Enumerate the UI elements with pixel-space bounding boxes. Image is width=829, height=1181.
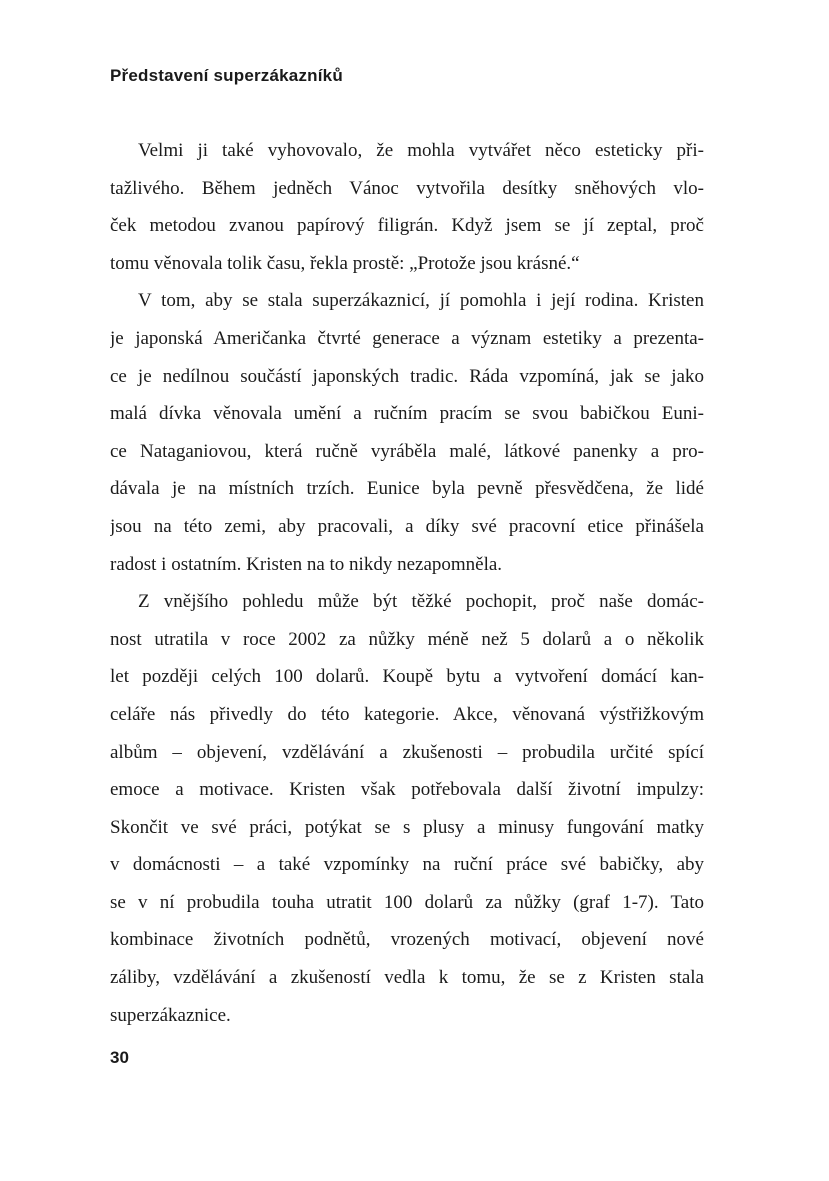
text-line: superzákaznice. bbox=[110, 1004, 231, 1026]
text-line: ce Nataganiovou, která ručně vyráběla malé, látkové panenky a pro- bbox=[110, 440, 704, 462]
paragraph bbox=[110, 132, 704, 282]
text-line: malá dívka věnovala umění a ručním pracím se svou babičkou Euni- bbox=[110, 403, 704, 425]
text-line: ček metodou zvanou papírový filigrán. Když jsem se jí zeptal, proč bbox=[110, 215, 704, 237]
text-line: je japonská Američanka čtvrté generace a význam estetiky a prezenta- bbox=[110, 327, 704, 349]
text-line: Skončit ve své práci, potýkat se s plusy a minusy fungování matky bbox=[110, 816, 704, 838]
text-line: kombinace životních podnětů, vrozených motivací, objevení nové bbox=[110, 929, 704, 951]
running-header: Představení superzákazníků bbox=[110, 66, 343, 85]
paragraph bbox=[110, 282, 704, 583]
text-line: Velmi ji také vyhovovalo, že mohla vytvářet něco esteticky při- bbox=[138, 140, 704, 161]
text-line: se v ní probudila touha utratit 100 dolarů za nůžky (graf 1-7). Tato bbox=[110, 891, 704, 913]
text-line: radost i ostatním. Kristen na to nikdy nezapomněla. bbox=[110, 553, 503, 575]
text-line: emoce a motivace. Kristen však potřebovala další životní impulzy: bbox=[110, 779, 704, 801]
text-line: v domácnosti – a také vzpomínky na ruční práce své babičky, aby bbox=[110, 854, 704, 876]
text-line: nost utratila v roce 2002 za nůžky méně než 5 dolarů a o několik bbox=[110, 628, 704, 650]
text-line: záliby, vzdělávání a zkušeností vedla k tomu, že se z Kristen stala bbox=[110, 967, 704, 989]
text-line: dávala je na místních trzích. Eunice byla pevně přesvědčena, že lidé bbox=[110, 478, 704, 500]
body-text bbox=[110, 132, 704, 1034]
text-line: Z vnějšího pohledu může být těžké pochopit, proč naše domác- bbox=[138, 591, 704, 613]
text-line: let později celých 100 dolarů. Koupě bytu a vytvoření domácí kan- bbox=[110, 666, 704, 688]
text-line: albům – objevení, vzdělávání a zkušenosti – probudila určité spící bbox=[110, 741, 704, 763]
text-line: jsou na této zemi, aby pracovali, a díky své pracovní etice přinášela bbox=[110, 515, 704, 537]
text-line: ce je nedílnou součástí japonských tradic. Ráda vzpomíná, jak se jako bbox=[110, 365, 704, 387]
text-line: tomu věnovala tolik času, řekla prostě: „Protože jsou krásné.“ bbox=[110, 252, 580, 274]
text-line: V tom, aby se stala superzákaznicí, jí pomohla i její rodina. Kristen bbox=[138, 290, 704, 312]
text-line: tažlivého. Během jedněch Vánoc vytvořila desítky sněhových vlo- bbox=[110, 177, 704, 199]
page-number: 30 bbox=[110, 1048, 129, 1067]
text-line: celáře nás přivedly do této kategorie. Akce, věnovaná výstřižkovým bbox=[110, 703, 704, 725]
paragraph bbox=[110, 583, 704, 1034]
